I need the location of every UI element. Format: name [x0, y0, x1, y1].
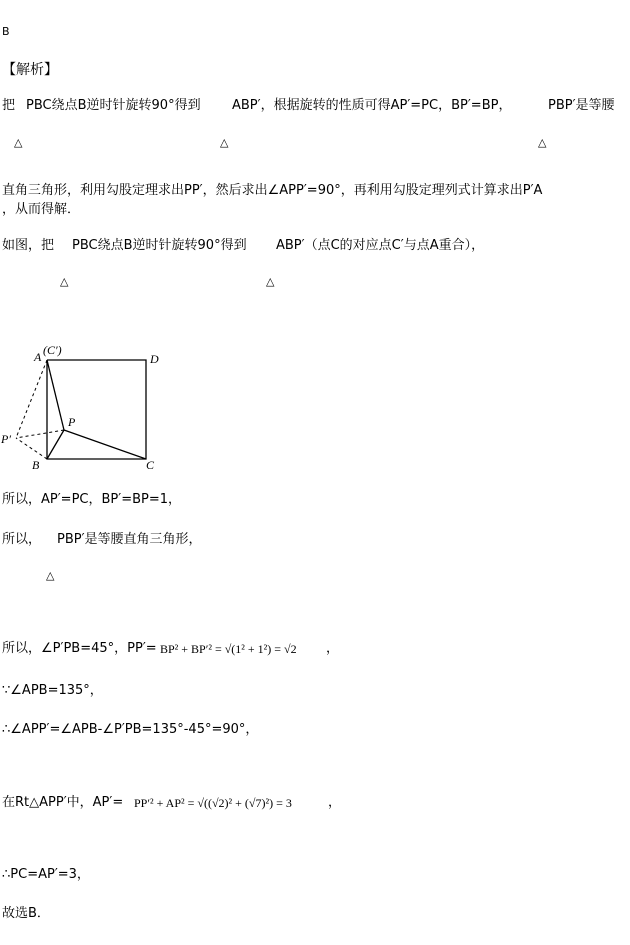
- rotation-line-a: 如图，把: [2, 238, 55, 253]
- geometry-figure: [0, 342, 170, 472]
- step-3-expression: BP² + BP′² = √(1² + 1²) = √2: [160, 642, 297, 656]
- intro-line1-d: PBP′是等腰: [548, 98, 615, 113]
- triangle-symbol: △: [14, 136, 23, 149]
- segment-PB: [47, 430, 64, 459]
- step-3: 所以，∠P′PB=45°，PP′=: [2, 641, 157, 656]
- rotation-line-c: ABP′（点C的对应点C′与点A重合），: [276, 238, 485, 253]
- triangle-symbol: △: [60, 275, 69, 288]
- triangle-symbol: △: [220, 136, 229, 149]
- segment-AP: [47, 360, 64, 430]
- step-8: 故选B．: [2, 906, 50, 921]
- label-D: D: [150, 352, 159, 366]
- label-P: P: [68, 415, 76, 429]
- intro-line1-c: ABP′，根据旋转的性质可得AP′=PC，BP′=BP，: [232, 98, 512, 113]
- step-6-end: ，: [328, 795, 342, 810]
- step-6-expression: PP′² + AP² = √((√2)² + (√7)²) = 3: [134, 796, 292, 810]
- label-A: A: [34, 350, 42, 364]
- step-1: 所以，AP′=PC，BP′=BP=1，: [2, 492, 182, 507]
- triangle-symbol: △: [266, 275, 275, 288]
- label-B: B: [32, 458, 40, 472]
- intro-line2: 直角三角形，利用勾股定理求出PP′，然后求出∠APP′=90°，再利用勾股定理列式计算求出P′A: [2, 183, 543, 198]
- step-7: ∴PC=AP′=3，: [2, 867, 90, 882]
- label-P-prime: P′: [1, 432, 11, 446]
- triangle-symbol: △: [46, 569, 55, 582]
- triangle-symbol: △: [538, 136, 547, 149]
- rotation-line-b: PBC绕点B逆时针旋转90°得到: [72, 238, 247, 253]
- segment-PC: [64, 430, 146, 459]
- answer-letter: B: [2, 25, 10, 38]
- intro-line1-b: PBC绕点B逆时针旋转90°得到: [26, 98, 201, 113]
- step-5: ∴∠APP′=∠APB-∠P′PB=135°-45°=90°，: [2, 722, 259, 737]
- analysis-heading: 【解析】: [2, 62, 58, 78]
- square-edges: [47, 360, 146, 459]
- label-C-prime: (C′): [43, 343, 62, 357]
- segment-BP-prime: [16, 438, 47, 459]
- step-4: ∵∠APB=135°，: [2, 683, 103, 698]
- intro-line3: ，从而得解．: [2, 202, 81, 217]
- segment-PP-prime: [16, 430, 64, 438]
- step-2b: PBP′是等腰直角三角形，: [57, 532, 202, 547]
- step-3-end: ，: [326, 641, 340, 656]
- step-2: 所以，: [2, 532, 42, 547]
- label-C: C: [146, 458, 155, 472]
- intro-line1-a: 把: [2, 98, 16, 113]
- step-6: 在Rt△APP′中，AP′=: [2, 795, 124, 810]
- segment-AP-prime: [16, 360, 47, 438]
